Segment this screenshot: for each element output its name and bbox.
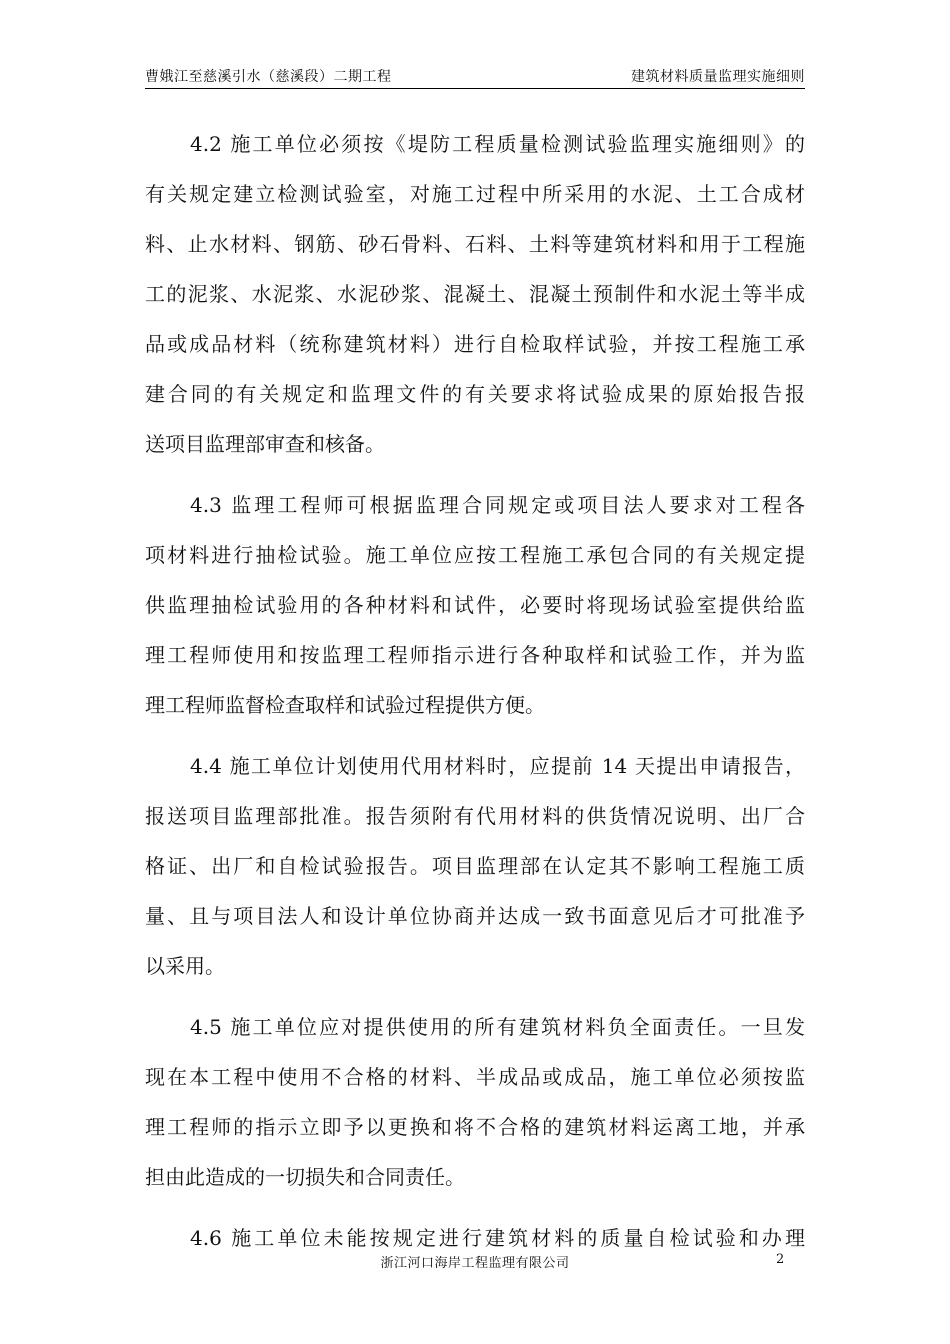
text-line: 理工程师监督检查取样和试验过程提供方便。 (145, 693, 545, 717)
text-line: 4.3 监理工程师可根据监理合同规定或项目法人要求对工程各 (190, 493, 805, 517)
text-line: 送项目监理部审查和核备。 (145, 432, 385, 456)
text-line: 4.2 施工单位必须按《堤防工程质量检测试验监理实施细则》的 (190, 132, 805, 156)
text-line: 料、止水材料、钢筋、砂石骨料、石料、土料等建筑材料和用于工程施 (145, 232, 805, 256)
text-line: 品或成品材料（统称建筑材料）进行自检取样试验，并按工程施工承 (145, 332, 805, 356)
text-line: 4.5 施工单位应对提供使用的所有建筑材料负全面责任。一旦发 (190, 1015, 805, 1039)
paragraph-4-4 (145, 741, 805, 991)
text-line: 格证、出厂和自检试验报告。项目监理部在认定其不影响工程施工质 (145, 854, 805, 878)
header-document-title: 建筑材料质量监理实施细则 (631, 69, 805, 85)
text-line: 供监理抽检试验用的各种材料和试件，必要时将现场试验室提供给监 (145, 593, 805, 617)
page-number: 2 (776, 1252, 785, 1267)
text-line: 报送项目监理部批准。报告须附有代用材料的供货情况说明、出厂合 (145, 804, 805, 828)
text-line: 以采用。 (145, 954, 225, 978)
document-body (145, 119, 805, 1274)
text-line: 建合同的有关规定和监理文件的有关要求将试验成果的原始报告报 (145, 382, 805, 406)
text-line: 量、且与项目法人和设计单位协商并达成一致书面意见后才可批准予 (145, 904, 805, 928)
text-line: 现在本工程中使用不合格的材料、半成品或成品，施工单位必须按监 (145, 1065, 805, 1089)
header-divider (145, 88, 805, 89)
paragraph-4-3 (145, 480, 805, 730)
text-line: 理工程师的指示立即予以更换和将不合格的建筑材料运离工地，并承 (145, 1115, 805, 1139)
footer-company-name: 浙江河口海岸工程监理有限公司 (380, 1256, 570, 1271)
text-line: 工的泥浆、水泥浆、水泥砂浆、混凝土、混凝土预制件和水泥土等半成 (145, 282, 805, 306)
text-line: 4.4 施工单位计划使用代用材料时，应提前 14 天提出申请报告， (190, 754, 805, 778)
text-line: 有关规定建立检测试验室，对施工过程中所采用的水泥、土工合成材 (145, 182, 805, 206)
text-line: 担由此造成的一切损失和合同责任。 (145, 1165, 465, 1189)
header-project-title: 曹娥江至慈溪引水（慈溪段）二期工程 (145, 69, 392, 85)
paragraph-4-5 (145, 1002, 805, 1202)
text-line: 4.6 施工单位未能按规定进行建筑材料的质量自检试验和办理 (190, 1226, 805, 1250)
text-line: 理工程师使用和按监理工程师指示进行各种取样和试验工作，并为监 (145, 643, 805, 667)
paragraph-4-2 (145, 119, 805, 469)
text-line: 项材料进行抽检试验。施工单位应按工程施工承包合同的有关规定提 (145, 543, 805, 567)
